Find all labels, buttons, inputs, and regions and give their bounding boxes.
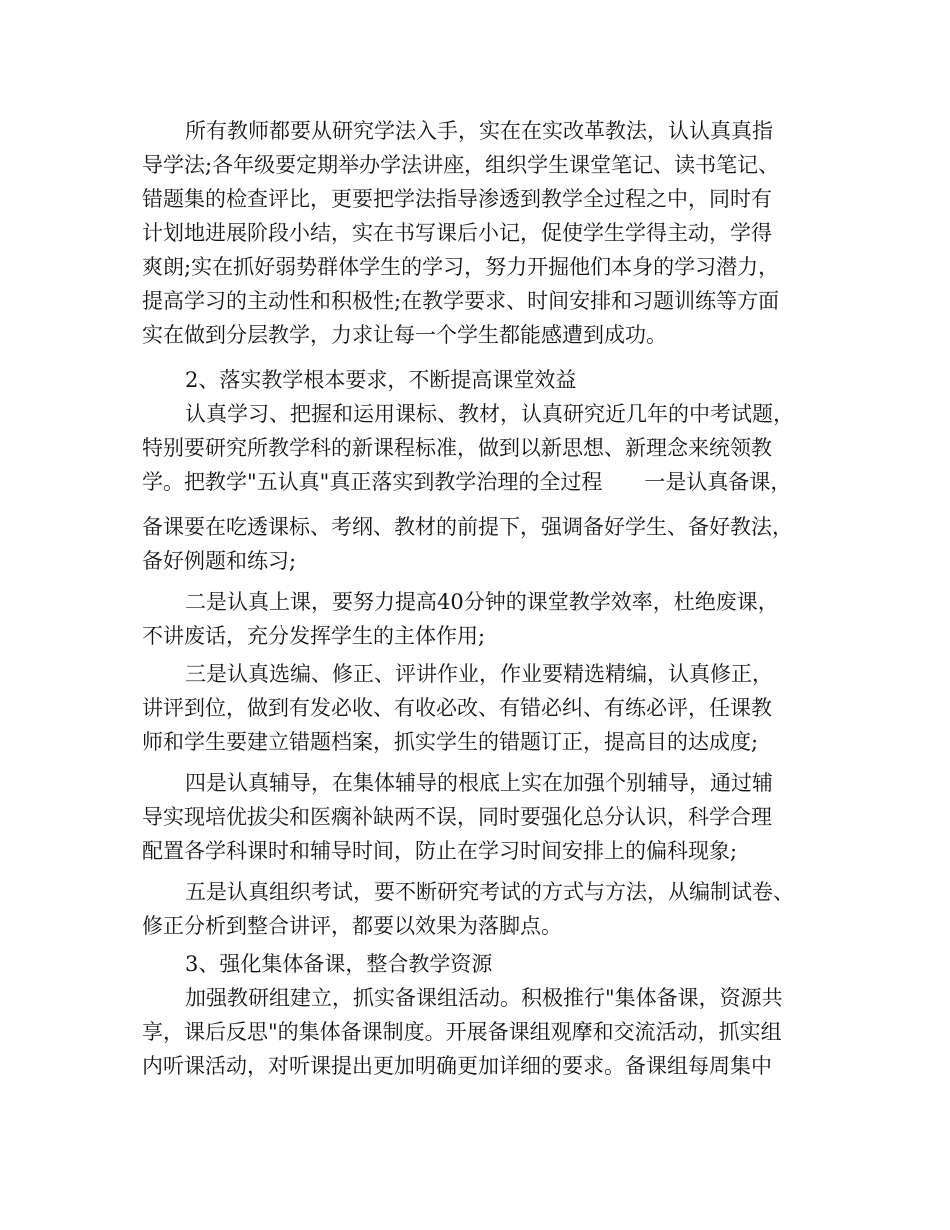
paragraph-line: 爽朗;实在抓好弱势群体学生的学习，努力开掘他们本身的学习潜力， [142, 255, 780, 279]
paragraph-line: 备课要在吃透课标、考纲、教材的前提下，强调备好学生、备好教法， [142, 515, 793, 539]
paragraph-line: 五是认真组织考试，要不断研究考试的方式与方法，从编制试卷、 [185, 880, 794, 904]
paragraph-line: 配置各学科课时和辅导时间，防止在学习时间安排上的偏科现象; [142, 839, 738, 863]
paragraph-line: 所有教师都要从研究学法入手，实在在实改革教法，认认真真指 [185, 119, 773, 143]
paragraph-line: 三是认真选编、修正、评讲作业，作业要精选精编，认真修正， [185, 662, 773, 686]
paragraph-line: 师和学生要建立错题档案，抓实学生的错题订正，提高目的达成度; [142, 730, 759, 754]
paragraph-line: 错题集的检查评比，更要把学法指导渗透到教学全过程之中，同时有 [142, 187, 772, 211]
paragraph-line: 学。把教学"五认真"真正落实到教学治理的全过程 一是认真备课， [142, 470, 792, 494]
paragraph-line: 加强教研组建立，抓实备课组活动。积极推行"集体备课，资源共 [185, 986, 783, 1010]
paragraph-line: 提高学习的主动性和积极性;在教学要求、时间安排和习题训练等方面 [142, 289, 780, 313]
section-heading: 2、落实教学根本要求，不断提高课堂效益 [185, 368, 577, 392]
paragraph-line: 享，课后反思"的集体备课制度。开展备课组观摩和交流活动，抓实组 [142, 1020, 782, 1044]
paragraph-line: 四是认真辅导，在集体辅导的根底上实在加强个别辅导，通过辅 [185, 771, 773, 795]
section-heading: 3、强化集体备课，整合教学资源 [185, 952, 493, 976]
paragraph-line: 计划地进展阶段小结，实在书写课后小记，促使学生学得主动，学得 [142, 221, 772, 245]
paragraph-line: 不讲废话，充分发挥学生的主体作用; [142, 624, 486, 648]
paragraph-line: 认真学习、把握和运用课标、教材，认真研究近几年的中考试题， [185, 402, 794, 426]
paragraph-line: 特别要研究所教学科的新课程标准，做到以新思想、新理念来统领教 [142, 436, 772, 460]
paragraph-line: 讲评到位，做到有发必收、有收必改、有错必纠、有练必评，任课教 [142, 696, 772, 720]
paragraph-line: 二是认真上课，要努力提高40分钟的课堂教学效率，杜绝废课， [185, 590, 779, 614]
paragraph-line: 导实现培优拔尖和医瘸补缺两不误，同时要强化总分认识，科学合理 [142, 805, 772, 829]
paragraph-line: 内听课活动，对听课提出更加明确更加详细的要求。备课组每周集中 [142, 1054, 772, 1078]
paragraph-line: 备好例题和练习; [142, 549, 297, 573]
paragraph-line: 修正分析到整合讲评，都要以效果为落脚点。 [142, 914, 562, 938]
paragraph-line: 实在做到分层教学，力求让每一个学生都能感遭到成功。 [142, 323, 667, 347]
paragraph-line: 导学法;各年级要定期举办学法讲座，组织学生课堂笔记、读书笔记、 [142, 153, 780, 177]
